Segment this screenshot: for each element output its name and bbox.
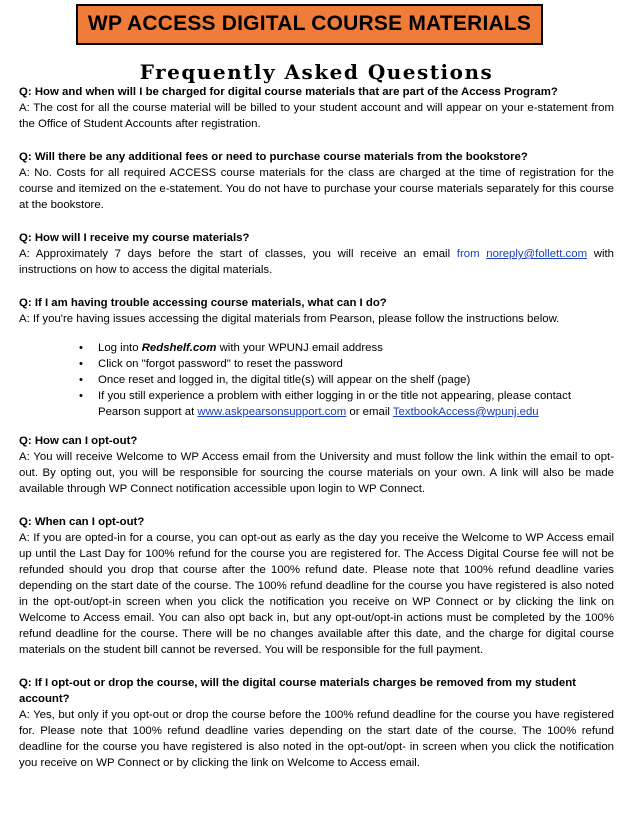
faq-heading: Frequently Asked Questions	[139, 60, 494, 84]
answer-text: A: Approximately 7 days before the start of classes, you will receive an email	[19, 248, 457, 260]
faq-question: Q: How can I opt-out?	[19, 435, 138, 447]
faq-answer: A: If you're having issues accessing the digital materials from Pearson, please follow the instructions below.	[19, 313, 560, 325]
faq-question: Q: How will I receive my course materials?	[19, 232, 250, 244]
faq-item	[19, 84, 614, 132]
bullet-icon: •	[79, 342, 83, 354]
banner-title: WP ACCESS DIGITAL COURSE MATERIALS	[76, 4, 543, 45]
list-item	[79, 388, 614, 420]
faq-item	[19, 295, 614, 420]
faq-question: Q: If I am having trouble accessing course materials, what can I do?	[19, 297, 387, 309]
faq-item	[19, 230, 614, 278]
faq-question: Q: How and when will I be charged for digital course materials that are part of the Access Program?	[19, 86, 558, 98]
answer-text-from: from	[456, 248, 487, 260]
answer-text: with instructions on how to access the digital materials.	[19, 248, 615, 276]
list-item-text: Click on "forgot password" to reset the password	[98, 358, 343, 370]
instruction-list	[19, 340, 614, 420]
list-item	[79, 372, 614, 388]
list-item-text: If you still experience a problem with either logging in or the title not appearing, please contact Pearson support at	[98, 390, 571, 418]
faq-answer: A: Yes, but only if you opt-out or drop the course before the 100% refund deadline for the course you have registered for. Please note that 100% refund deadline varies depending on the start date of the course. The 100% refund deadline for the course you have registered is also noted in the opt-out/opt- in screen when you click the notification you receive on WP Connect or by clicking the link on Welcome to Access email.	[19, 709, 614, 769]
faq-answer: A: The cost for all the course material will be billed to your student account and will appear on your e-statement from the Office of Student Accounts after registration.	[19, 102, 614, 130]
list-item	[79, 356, 614, 372]
faq-item	[19, 514, 614, 658]
faq-answer: A: If you are opted-in for a course, you can opt-out as early as the day you receive the Welcome to WP Access email up until the Last Day for 100% refund for the course you are registered for. The Access Digital Course fee will not be refunded should you drop that course after the 100% refund date. Please note that 100% refund deadline varies depending on the start date of the course. The 100% refund deadline for the course you have registered is also noted in the opt-out/opt-in screen when you click the notification you receive on WP Connect or by clicking the link on Welcome to Access email. You can also opt back in, but any opt-out/opt-in actions must be completed by the 100% refund deadline for the course. There will be no changes available after this date, and the charge for digital course materials on the student bill cannot be reversed. You will be responsible for the full payment.	[19, 532, 614, 656]
faq-item	[19, 433, 614, 497]
banner-wrap	[19, 0, 614, 45]
list-item-text: or email	[346, 406, 393, 418]
noreply-email-link[interactable]: noreply@follett.com	[486, 248, 588, 260]
list-item-text: Once reset and logged in, the digital title(s) will appear on the shelf (page)	[98, 374, 471, 386]
pearson-support-link[interactable]: www.askpearsonsupport.com	[197, 406, 347, 418]
bullet-icon: •	[79, 374, 83, 386]
faq-answer: A: No. Costs for all required ACCESS course materials for the class are charged at the time of registration for the course and itemized on the e-statement. You do not have to purchase your course materials separately for this course at the bookstore.	[19, 167, 614, 211]
list-item-text: Log into	[98, 342, 142, 354]
faq-question: Q: If I opt-out or drop the course, will the digital course materials charges be removed from my student account?	[19, 677, 576, 705]
list-item	[79, 340, 614, 356]
bullet-icon: •	[79, 358, 83, 370]
faq-answer	[19, 246, 614, 278]
faq-question: Q: When can I opt-out?	[19, 516, 145, 528]
textbook-access-email-link[interactable]: TextbookAccess@wpunj.edu	[392, 406, 539, 418]
faq-question: Q: Will there be any additional fees or need to purchase course materials from the bookstore?	[19, 151, 528, 163]
list-item-text: with your WPUNJ email address	[216, 342, 383, 354]
faq-item	[19, 675, 614, 771]
redshelf-site-name: Redshelf.com	[141, 342, 217, 354]
faq-answer: A: You will receive Welcome to WP Access email from the University and must follow the link within the email to opt-out. By opting out, you will be responsible for sourcing the course materials on your own. A link will also be made available through WP Connect notification accessible upon login to WP Connect.	[19, 451, 614, 495]
bullet-icon: •	[79, 390, 83, 402]
faq-item	[19, 149, 614, 213]
